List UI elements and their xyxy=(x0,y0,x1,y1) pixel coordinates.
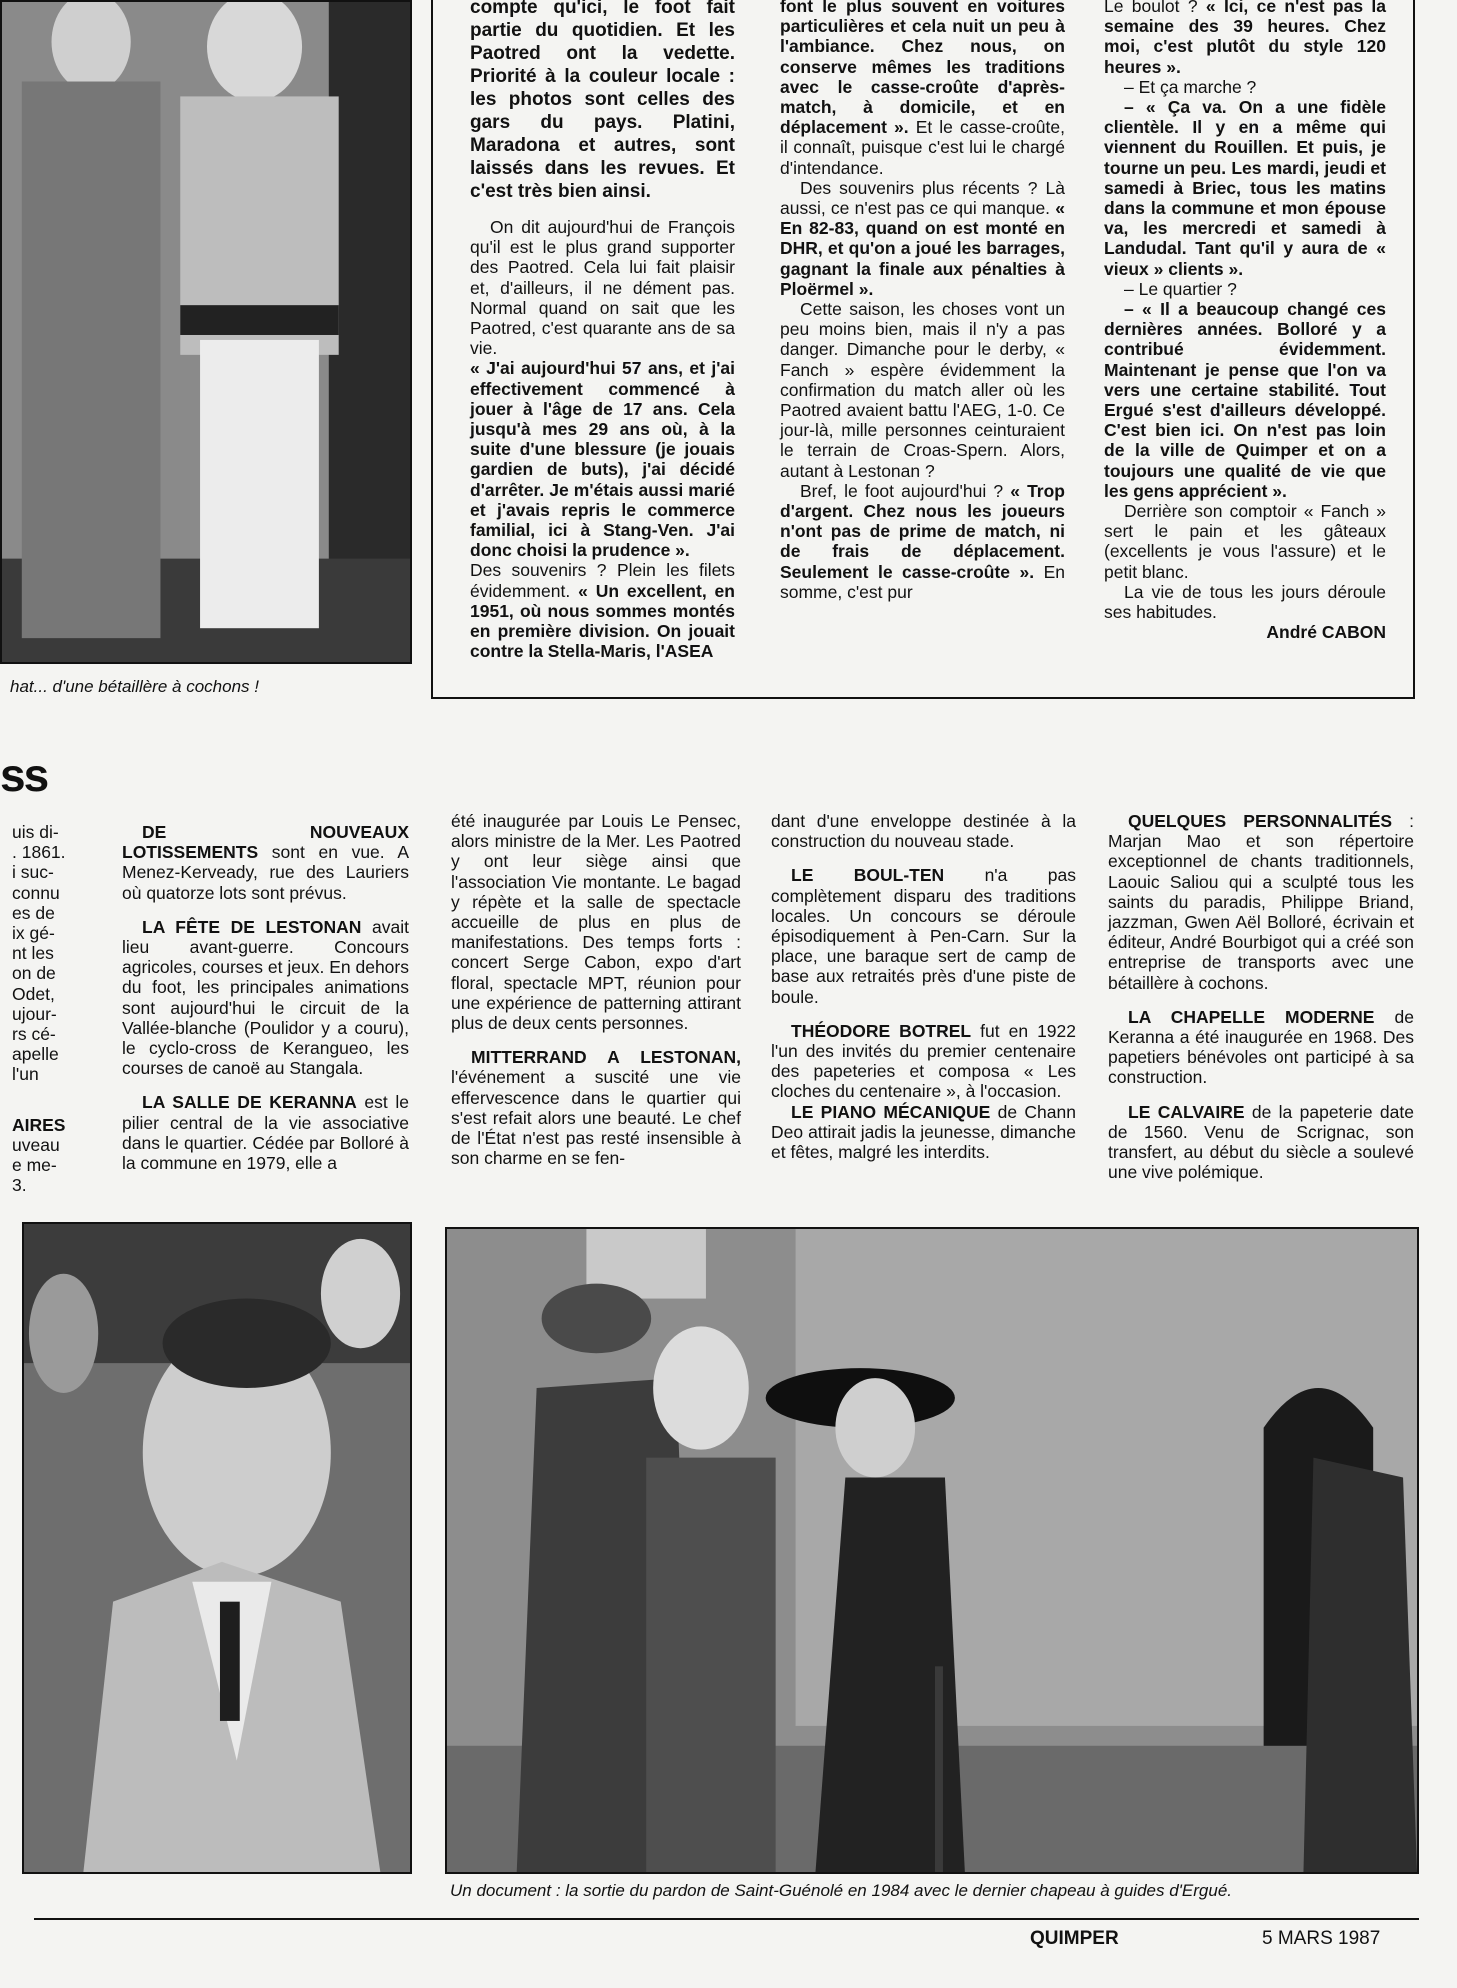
bottom-column-1 xyxy=(122,822,409,1173)
box-col3-paragraph-2: – Et ça marche ? xyxy=(1124,76,1257,97)
fragment-line: . 1861. xyxy=(12,842,66,863)
box-col1-paragraph-3: « J'ai aujourd'hui 57 ans, et j'ai effectivement commencé à jouer à l'âge de 17 ans. Cela jusqu'à mes 29 ans où, à la suite d'une blessure (je jouais gardien de buts), j'ai décidé d'arrêter. Je m'étais aussi marié et j'avais repris le commerce familial, ici à Stang-Ven. J'ai donc choisi la prudence ». xyxy=(470,358,735,561)
bottom-photo-caption: Un document : la sortie du pardon de Saint-Guénolé en 1984 avec le dernier chapeau à guides d'Ergué. xyxy=(450,1881,1232,1900)
box-col2-p2-plain: Des souvenirs plus récents ? Là aussi, ce n'est pas ce qui manque. xyxy=(780,177,1065,219)
bottom-column-3 xyxy=(771,811,1076,1162)
box-col3-paragraph-4: – Le quartier ? xyxy=(1124,278,1237,299)
bottom-column-2 xyxy=(451,811,741,1168)
fragment-line: uveau xyxy=(12,1134,60,1155)
fragment-line: apelle xyxy=(12,1044,59,1065)
box-column-2 xyxy=(780,0,1065,602)
chapelle-text: de Keranna a été inaugurée en 1968. Des papetiers bénévoles ont participé à sa construction. xyxy=(1108,1006,1414,1088)
top-photo-caption: hat... d'une bétaillère à cochons ! xyxy=(10,677,259,696)
fete-lestonan-entry xyxy=(122,917,409,1079)
lotissements-entry xyxy=(122,822,409,903)
box-col3-signature: André CABON xyxy=(1266,622,1386,643)
left-cut-column xyxy=(12,822,74,1195)
box-column-3 xyxy=(1104,0,1386,643)
piano-text: de Chann Deo attirait jadis la jeunesse, dimanche et fêtes, malgré les interdits. xyxy=(771,1101,1076,1163)
box-col2-paragraph-3: Cette saison, les choses vont un peu moins bien, mais il n'y a pas danger. Dimanche pour le derby, « Fanch » espère évidemment la confirmation du match aller où les Paotred avaient battu l'AEG, 1-0. Ce jour-là, mille personnes ceinturaient le terrain de Croas-Spern. Alors, autant à Lestonan ? xyxy=(780,299,1065,481)
botrel-entry xyxy=(771,1021,1076,1102)
fragment-line: nt les xyxy=(12,943,54,964)
fragment-line: Odet, xyxy=(12,983,55,1004)
box-col1-paragraph-1: compte qu'ici, le foot fait partie du quotidien. Et les Paotred ont la vedette. Priorité à la couleur locale : les photos sont celles des gars du pays. Platini, Maradona et autres, sont laissés dans les revues. Et c'est très bien ainsi. xyxy=(470,0,735,202)
mitterrand-photo xyxy=(22,1222,412,1874)
chapelle-heading: LA CHAPELLE MODERNE xyxy=(1128,1006,1375,1027)
box-col3-p1-plain: Le boulot ? xyxy=(1104,0,1198,16)
box-col2-p4-bold: « Trop d'argent. Chez nous les joueurs n'ont pas de prime de match, ni de frais de déplacement. Seulement le casse-croûte ». xyxy=(780,480,1065,582)
fragment-line: l'un xyxy=(12,1064,39,1085)
personnalites-entry xyxy=(1108,811,1414,993)
box-col2-paragraph-4 xyxy=(780,481,1065,602)
pardon-photo xyxy=(445,1227,1419,1874)
lotissements-heading: DE NOUVEAUX LOTISSEMENTS xyxy=(122,822,409,863)
box-col3-paragraph-5: – « Il a beaucoup changé ces dernières années. Bolloré y a contribué évidemment. Maintenant je pense que l'on va vers une certaine stabilité. Tout Ergué s'est d'ailleurs développé. C'est bien ici. On n'est pas loin de la ville de Quimper et on a toujours une qualité de vie que les gens apprécient ». xyxy=(1104,299,1386,501)
box-col1-p4-plain: Des souvenirs ? Plein les filets évidemment. xyxy=(470,560,735,601)
box-col2-paragraph-2 xyxy=(780,178,1065,299)
mitterrand-entry xyxy=(451,1047,741,1168)
fragment-heading: AIRES xyxy=(12,1114,66,1135)
botrel-heading: THÉODORE BOTREL xyxy=(791,1020,972,1041)
top-left-photo xyxy=(0,0,412,664)
box-col2-paragraph-1 xyxy=(780,0,1065,178)
box-col3-p1-bold: « Ici, ce n'est pas la semaine des 39 heures. Chez moi, c'est plutôt du style 120 heures ». xyxy=(1104,0,1386,77)
box-col3-paragraph-7: La vie de tous les jours déroule ses habitudes. xyxy=(1104,581,1386,623)
personnalites-heading: QUELQUES PERSONNALITÉS xyxy=(1128,811,1393,831)
mitterrand-continued: dant d'une enveloppe destinée à la construction du nouveau stade. xyxy=(771,811,1076,852)
box-col2-p1-plain: Et le casse-croûte, il connaît, puisque c'est lui le chargé d'intendance. xyxy=(780,117,1065,178)
personnalites-text: : Marjan Mao et son répertoire exceptionnel de chants traditionnels, Laouic Saliou qui a sculpté tous les saints du paradis, Philippe Briand, jazzman, Gwen Aël Bolloré, écrivain et éditeur, André Bourbigot qui a créé son entreprise de transports avec une bétaillère à cochons. xyxy=(1108,811,1414,993)
bottom-column-4 xyxy=(1108,811,1414,1182)
box-col3-paragraph-1 xyxy=(1104,0,1386,77)
salle-keranna-heading: LA SALLE DE KERANNA xyxy=(142,1092,357,1113)
fragment-line: ujour- xyxy=(12,1003,57,1024)
box-col2-p2-bold: « En 82-83, quand on est monté en DHR, et qu'on a joué les barrages, gagnant la finale aux pénalties à Ploërmel ». xyxy=(780,198,1065,299)
fragment-line: i suc- xyxy=(12,862,54,883)
box-column-1 xyxy=(470,0,735,661)
boul-ten-entry xyxy=(771,865,1076,1006)
footer-rule xyxy=(34,1918,1419,1920)
lotissements-text: sont en vue. A Menez-Kerveady, rue des Lauriers où quatorze lots sont prévus. xyxy=(122,842,409,903)
fete-lestonan-text: avait lieu avant-guerre. Concours agricoles, courses et jeux. En dehors du foot, les principales animations sont aujourd'hui le circuit de la Vallée-blanche (Poulidor y a couru), le cyclo-cross de Kerangueo, les courses de canoë au Stangala. xyxy=(122,916,409,1079)
fragment-line: on de xyxy=(12,963,56,984)
fragment-line: connu xyxy=(12,882,60,903)
box-col1-paragraph-4 xyxy=(470,560,735,661)
calvaire-text: de la papeterie date de 1560. Venu de Scrignac, son transfert, au début du siècle a soulevé une vive polémique. xyxy=(1108,1101,1414,1183)
salle-keranna-text: est le pilier central de la vie associative dans le quartier. Cédée par Bolloré à la commune en 1979, elle a xyxy=(122,1092,410,1174)
calvaire-entry xyxy=(1108,1102,1414,1183)
fragment-line: es de xyxy=(12,902,55,923)
botrel-text: fut en 1922 l'un des invités du premier centenaire des papeteries et composa « Les cloches du centenaire », à l'occasion. xyxy=(771,1020,1076,1102)
boul-ten-text: n'a pas complètement disparu des traditions locales. Un concours se déroule épisodiquement à Pen-Carn. Sur la place, une baraque sert de camp de base aux retraités près d'une piste de boule. xyxy=(771,865,1076,1007)
footer-date: 5 MARS 1987 xyxy=(1262,1928,1381,1949)
fete-lestonan-heading: LA FÊTE DE LESTONAN xyxy=(142,916,362,937)
mitterrand-text: l'événement a suscité une vie effervescence dans le quartier qui s'est refait alors une beauté. Le chef de l'État n'est pas resté insensible à son charme en se fen- xyxy=(451,1067,741,1169)
salle-keranna-entry xyxy=(122,1092,409,1173)
mitterrand-heading: MITTERRAND A LESTONAN, xyxy=(471,1047,741,1068)
keranna-continued: été inaugurée par Louis Le Pensec, alors ministre de la Mer. Les Paotred y ont leur siège ainsi que l'association Vie montante. Le bagad y répète et la salle de spectacle accueille de plus en plus de manifestations. Des temps forts : concert Serge Cabon, expo d'art floral, spectacle MPT, réunion pour une expérience de patterning attirant plus de deux cents personnes. xyxy=(451,811,741,1034)
box-col1-paragraph-2: On dit aujourd'hui de François qu'il est le plus grand supporter des Paotred. Cela lui fait plaisir et, d'ailleurs, il ne dément pas. Normal quand on sait que les Paotred, c'est quarante ans de sa vie. xyxy=(470,217,735,359)
box-col1-p4-bold: « Un excellent, en 1951, où nous sommes montés en première division. On jouait contre la Stella-Maris, l'ASEA xyxy=(470,580,735,662)
footer-city: QUIMPER xyxy=(1030,1928,1119,1949)
box-col3-paragraph-3: – « Ça va. On a une fidèle clientèle. Il y en a même qui viennent du Rouillen. Et puis, je tourne un peu. Les mardi, jeudi et samedi à Briec, tous les matins dans la commune et mon épouse va, les mercredi et samedi à Landudal. Tant qu'il y aura de « vieux » clients ». xyxy=(1104,97,1386,279)
box-col2-p4-end: En somme, c'est pur xyxy=(780,561,1065,602)
box-col3-paragraph-6: Derrière son comptoir « Fanch » sert le pain et les gâteaux (excellents je vous l'assure) et le petit blanc. xyxy=(1104,501,1386,582)
fragment-line: rs cé- xyxy=(12,1024,56,1045)
box-col2-p1-bold: font le plus souvent en voitures particulières et cela nuit un peu à l'ambiance. Chez nous, on conserve mêmes les traditions avec le casse-croûte d'après-match, à domicile, et en déplacement ». xyxy=(780,0,1065,138)
boul-ten-heading: LE BOUL-TEN xyxy=(791,865,945,886)
fragment-line: ix gé- xyxy=(12,923,55,944)
fragment-line: e me- xyxy=(12,1155,57,1176)
calvaire-heading: LE CALVAIRE xyxy=(1128,1101,1245,1122)
piano-heading: LE PIANO MÉCANIQUE xyxy=(791,1101,991,1122)
fragment-line: 3. xyxy=(12,1175,27,1196)
piano-entry xyxy=(771,1102,1076,1163)
chapelle-entry xyxy=(1108,1007,1414,1088)
fragment-line: uis di- xyxy=(12,822,59,842)
partial-section-title: ss xyxy=(0,749,48,801)
box-col2-p4-plain: Bref, le foot aujourd'hui ? xyxy=(800,480,1004,501)
